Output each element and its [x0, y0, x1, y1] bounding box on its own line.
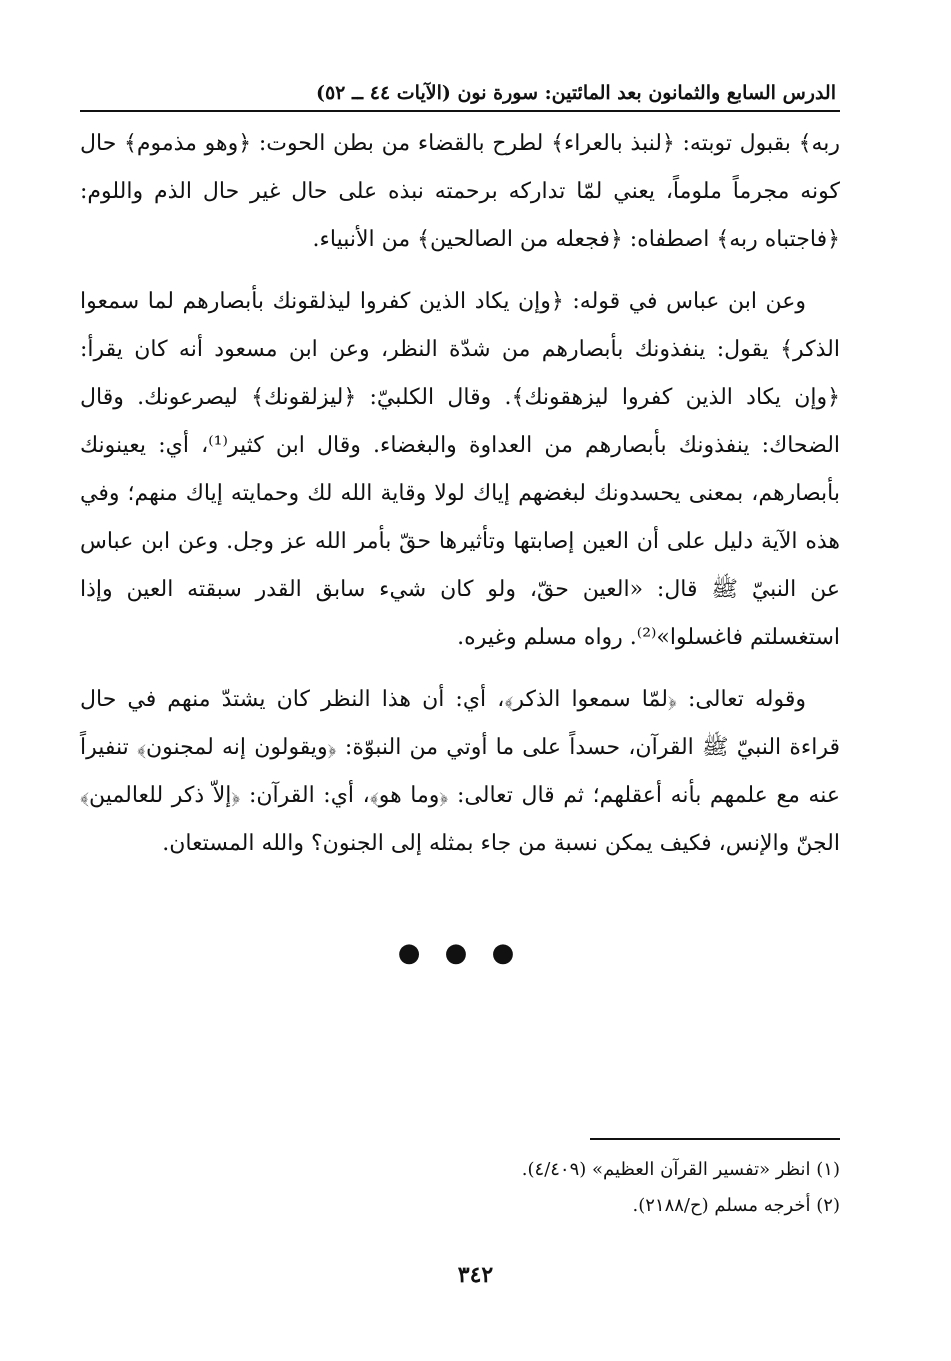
footnote-2: (٢) أخرجه مسلم (ح/٢١٨٨).	[632, 1195, 840, 1216]
body-text	[80, 120, 840, 868]
running-header: الدرس السابع والثمانون بعد المائتين: سورة نون (الآيات ٤٤ ــ ٥٢)	[315, 82, 836, 104]
footnote-1: (١) انظر «تفسير القرآن العظيم» (٤/٤٠٩).	[521, 1159, 840, 1180]
paragraph-3: وقوله تعالى: ﴿لمّا سمعوا الذكر﴾، أي: أن هذا النظر كان يشتدّ منهم في حال قراءة النبيّ ﷺ القرآن، حسداً على ما أوتي من النبوّة: ﴿ويقولون إنه لمجنون﴾ تنفيراً عنه مع علمهم بأنه أعقلهم؛ ثم قال تعالى: ﴿وما هو﴾، أي: القرآن: ﴿إلاّ ذكر للعالمين﴾ الجنّ والإنس، فكيف يمكن نسبة من جاء بمثله إلى الجنون؟ والله المستعان.	[80, 687, 840, 856]
footnotes	[80, 1138, 840, 1224]
paragraph-2: وعن ابن عباس في قوله: ﴿وإن يكاد الذين كفروا ليذلقونك بأبصارهم لما سمعوا الذكر﴾ يقول: ينفذونك بأبصارهم من شدّة النظر، وعن ابن مسعود أنه كان يقرأ: ﴿وإن يكاد الذين كفروا ليزهقونك﴾. وقال الكلبيّ: ﴿ليزلقونك﴾ ليصرعونك. وقال الضحاك: ينفذونك بأبصارهم من العداوة والبغضاء. وقال ابن كثير⁽¹⁾، أي: يعينونك بأبصارهم، بمعنى يحسدونك لبغضهم إياك لولا وقاية الله لك وحمايته إياك منهم؛ وفي هذه الآية دليل على أن العين إصابتها وتأثيرها حقّ بأمر الله عز وجل. وعن ابن عباس عن النبيّ ﷺ قال: «العين حقّ، ولو كان شيء سابق القدر سبقته العين وإذا استغسلتم فاغسلوا»⁽²⁾. رواه مسلم وغيره.	[80, 289, 841, 650]
header-divider	[80, 110, 840, 112]
section-separator: ● ● ●	[397, 938, 523, 968]
footnote-divider	[590, 1138, 840, 1140]
page-content	[80, 80, 840, 968]
paragraph-1: ربه﴾ بقبول توبته: ﴿لنبذ بالعراء﴾ لطرح بالقضاء من بطن الحوت: ﴿وهو مذموم﴾ حال كونه مجرماً ملوماً، يعني لمّا تداركه برحمته نبذه على حال غير حال الذم واللوم: ﴿فاجتباه ربه﴾ اصطفاه: ﴿فجعله من الصالحين﴾ من الأنبياء.	[80, 131, 840, 252]
page-number: ٣٤٢	[457, 1262, 494, 1288]
